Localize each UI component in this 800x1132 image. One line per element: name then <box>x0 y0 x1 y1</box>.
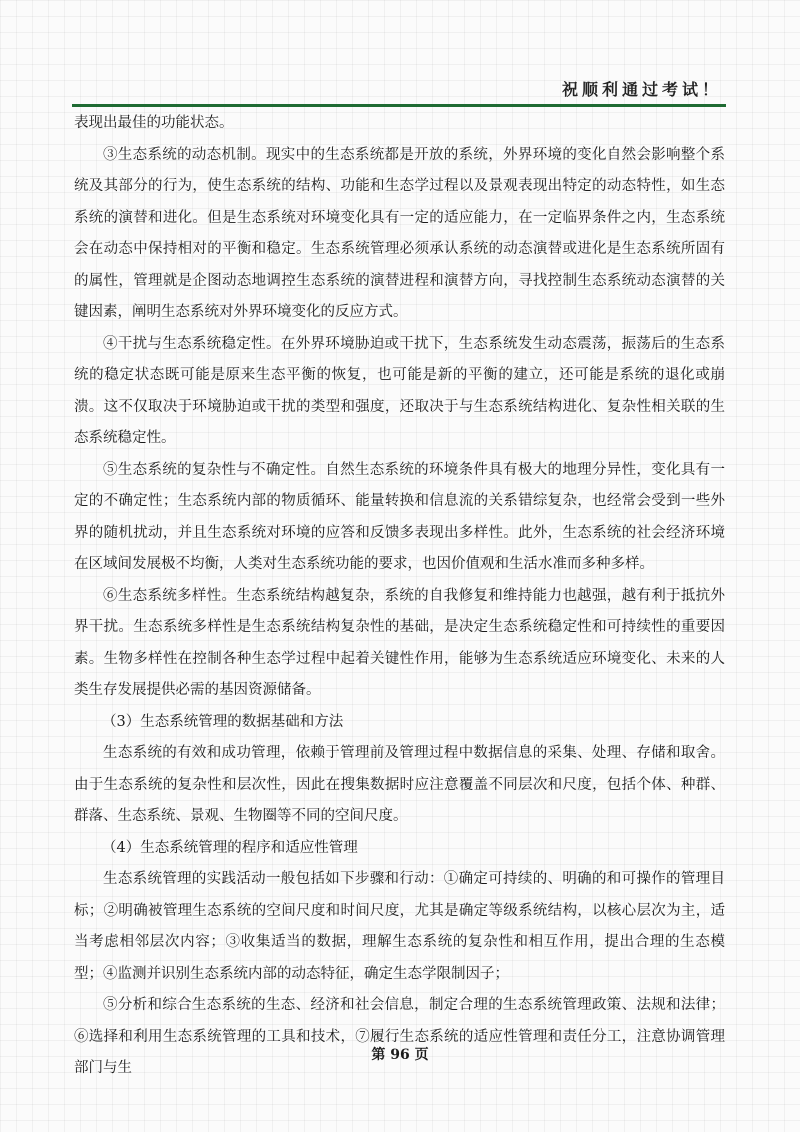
paragraph-complexity-uncertainty: ⑤生态系统的复杂性与不确定性。自然生态系统的环境条件具有极大的地理分异性，变化具有一定的不确定性；生态系统内部的物质循环、能量转换和信息流的关系错综复杂，也经常会受到一些外界的随机扰动，并且生态系统对环境的应答和反馈多表现出多样性。此外，生态系统的社会经济环境在区域间发展极不均衡，人类对生态系统功能的要求，也因价值观和生活水准而多种多样。 <box>74 461 725 572</box>
page-number: 第 96 页 <box>371 1047 429 1063</box>
header-slogan: 祝顺利通过考试！ <box>561 80 722 99</box>
paragraph-procedure-steps: 生态系统管理的实践活动一般包括如下步骤和行动：①确定可持续的、明确的和可操作的管理目标；②明确被管理生态系统的空间尺度和时间尺度，尤其是确定等级系统结构，以核心层次为主，适当考虑相邻层次内容；③收集适当的数据，理解生态系统的复杂性和相互作用，提出合理的生态模型；④监测并识别生态系统内部的动态特征，确定生态学限制因子； <box>74 871 725 982</box>
section-heading-data-basis: （3）生态系统管理的数据基础和方法 <box>102 713 344 730</box>
page-body <box>74 108 725 1085</box>
header-divider <box>72 104 726 107</box>
paragraph-procedure-steps-continued: ⑤分析和综合生态系统的生态、经济和社会信息，制定合理的生态系统管理政策、法规和法律；⑥选择和利用生态系统管理的工具和技术，⑦履行生态系统的适应性管理和责任分工，注意协调管理部门与生 <box>74 997 725 1076</box>
paragraph-dynamic-mechanism: ③生态系统的动态机制。现实中的生态系统都是开放的系统，外界环境的变化自然会影响整个系统及其部分的行为，使生态系统的结构、功能和生态学过程以及景观表现出特定的动态特性，如生态系统的演替和进化。但是生态系统对环境变化具有一定的适应能力，在一定临界条件之内，生态系统会在动态中保持相对的平衡和稳定。生态系统管理必须承认系统的动态演替或进化是生态系统所固有的属性，管理就是企图动态地调控生态系统的演替进程和演替方向，寻找控制生态系统动态演替的关键因素，阐明生态系统对外界环境变化的反应方式。 <box>74 146 725 320</box>
paragraph-diversity: ⑥生态系统多样性。生态系统结构越复杂，系统的自我修复和维持能力也越强，越有利于抵抗外界干扰。生态系统多样性是生态系统结构复杂性的基础，是决定生态系统稳定性和可持续性的重要因素。生物多样性在控制各种生态学过程中起着关键性作用，能够为生态系统适应环境变化、未来的人类生存发展提供必需的基因资源储备。 <box>74 587 725 698</box>
paragraph-disturbance-stability: ④干扰与生态系统稳定性。在外界环境胁迫或干扰下，生态系统发生动态震荡，振荡后的生态系统的稳定状态既可能是原来生态平衡的恢复，也可能是新的平衡的建立，还可能是系统的退化或崩溃。这不仅取决于环境胁迫或干扰的类型和强度，还取决于与生态系统结构进化、复杂性相关联的生态系统稳定性。 <box>74 335 725 446</box>
paragraph-continuation: 表现出最佳的功能状态。 <box>74 115 234 131</box>
section-heading-procedure: （4）生态系统管理的程序和适应性管理 <box>102 839 358 856</box>
paragraph-data-basis: 生态系统的有效和成功管理，依赖于管理前及管理过程中数据信息的采集、处理、存储和取舍。由于生态系统的复杂性和层次性，因此在搜集数据时应注意覆盖不同层次和尺度，包括个体、种群、群落、生态系统、景观、生物圈等不同的空间尺度。 <box>74 745 725 824</box>
